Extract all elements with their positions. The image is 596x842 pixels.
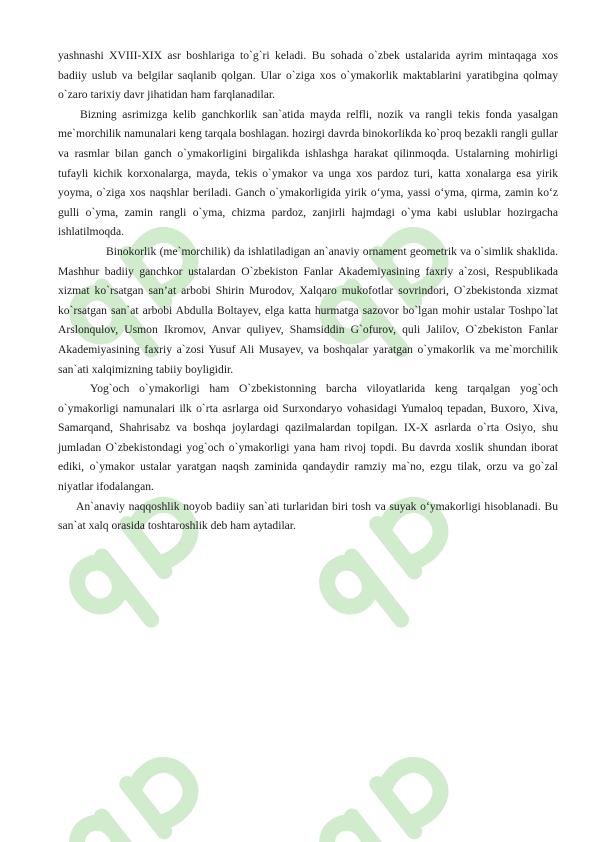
paragraph-3: Binokorlik (me`morchilik) da ishlatiladigan an`anaviy ornament geometrik va o`simlik shaklida. Mashhur badiiy ganchkor ustalardan O`zbekiston Fanlar Akademiyasining faxriy a`zosi, Respublikada xizmat ko`rsatgan san’at arbobi Shirin Murodov, Xalqaro mukofotlar sovrindori, O`zbekistonda xizmat ko`rsatgan san`at arbobi Abdulla Boltayev, elga katta hurmatga sazovor bo`lgan mohir ustalar Toshpo`lat Arslonqulov, Usmon Ikromov, Anvar quliyev, Shamsiddin G`ofurov, quli Jalilov, O`zbekiston Fanlar Akademiyasining faxriy a`zosi Yusuf Ali Musayev, va boshqalar yaratgan o`ymakorlik va me`morchilik san`ati xalqimizning tabiiy boyligidir. [58,244,558,376]
watermark-mark-6 [314,753,472,842]
paragraph-4: Yog`och o`ymakorligi ham O`zbekistonning barcha viloyatlarida keng tarqalgan yog`och o`ymakorligi namunalari ilk o`rta asrlarga oid Surxondaryo vohasidagi Yumaloq tepadan, Buxoro, Xiva, Samarqand, Shahrisabz va boshqa joylardagi qazilmalardan topilgan. IX-X asrlarda o`rta Osiyo, shu jumladan O`zbekistondagi yog`och o`ymakorligi yana ham rivoj topdi. Bu davrda xoslik shundan iborat ediki, o`ymakor ustalar yaratgan naqsh zaminida qandaydir ramziy ma`no, ezgu tilak, orzu va go`zal niyatlar ifodalangan. [58,382,558,494]
paragraph-5: An`anaviy naqqoshlik noyob badiiy san`ati turlaridan biri tosh va suyak o‘ymakorligi hisoblanadi. Bu san`at xalq orasida toshtaroshlik deb ham aytadilar. [58,499,558,533]
document-body [58,46,558,536]
paragraph-2: Bizning asrimizga kelib ganchkorlik san`atida mayda relfli, nozik va rangli tekis fonda yasalgan me`morchilik namunalari keng tarqala boshlagan. hozirgi davrda binokorlikda ko`proq bezakli rangli gullar va rasmlar bilan ganch o`ymakorligini birgalikda ishlashga harakat qilinmoqda. Ustalarning mohirligi tufayli kichik korxonalarga, mayda, tekis o`ymakor va unga xos pardoz turi, katta xonalarga esa yirik yoyma, o`ziga xos naqshlar beriladi. Ganch o`ymakorligida yirik o‘yma, yassi o‘yma, qirma, zamin ko‘z gulli o`yma, zamin rangli o`yma, chizma pardoz, zanjirli hajmdagi o`yma kabi uslublar hozirgacha ishlatilmoqda. [58,107,558,239]
watermark-mark-5 [64,753,222,842]
paragraph-1: yashnashi XVIII-XIX asr boshlariga to`g`ri keladi. Bu sohada o`zbek ustalarida ayrim mintaqaga xos badiiy uslub va belgilar saqlanib qolgan. Ular o`ziga xos o`ymakorlik maktablarini yaratibgina qolmay o`zaro tarixiy davr jihatidan ham farqlanadilar. [58,49,558,102]
